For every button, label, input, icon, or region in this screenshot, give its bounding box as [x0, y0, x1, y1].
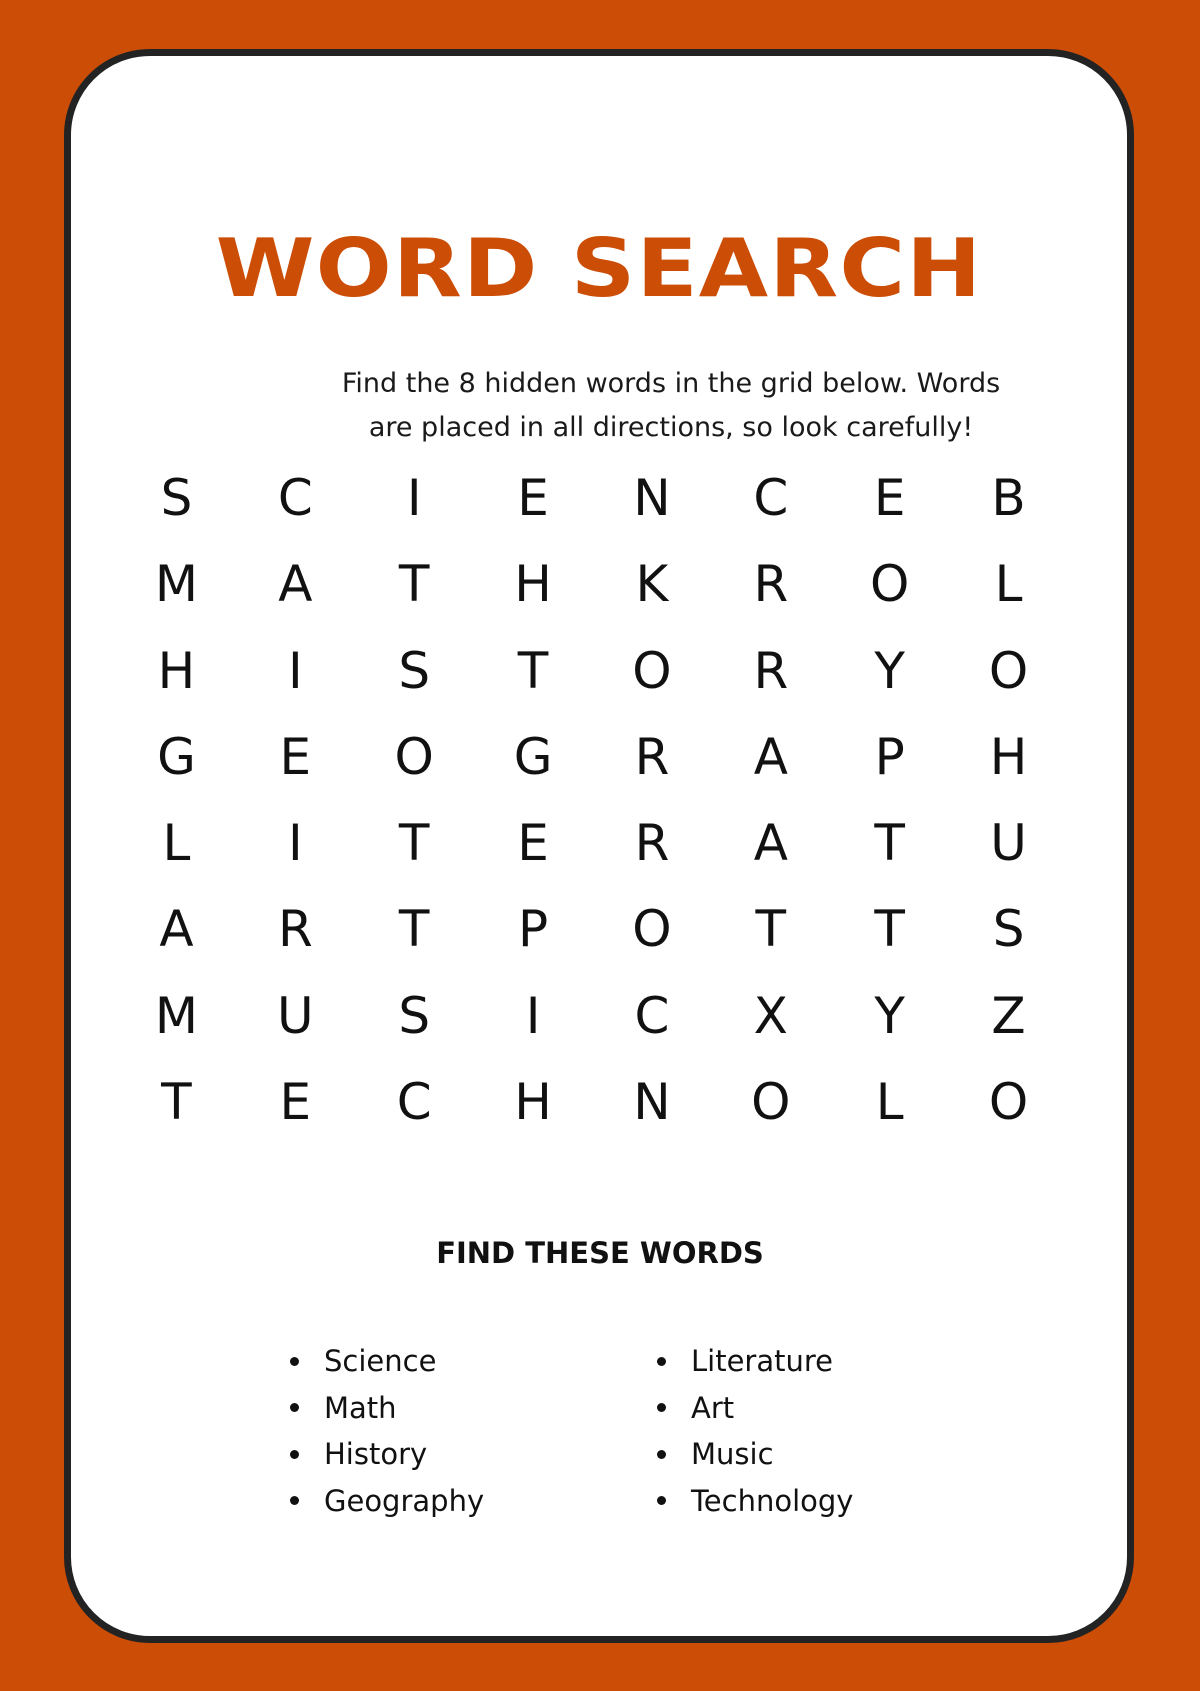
grid-cell[interactable]: I: [287, 641, 303, 700]
grid-cell[interactable]: S: [398, 641, 431, 700]
word-list-heading: FIND THESE WORDS: [436, 1236, 764, 1270]
grid-cell[interactable]: C: [277, 469, 313, 528]
grid-cell[interactable]: U: [990, 814, 1027, 873]
word-list-right: [657, 1338, 853, 1524]
grid-cell[interactable]: P: [517, 900, 549, 959]
grid-cell[interactable]: T: [517, 641, 549, 700]
grid-cell[interactable]: O: [988, 1072, 1029, 1131]
grid-cell[interactable]: S: [160, 469, 193, 528]
grid-cell[interactable]: E: [279, 1072, 312, 1131]
grid-cell[interactable]: E: [873, 469, 906, 528]
grid-cell[interactable]: T: [755, 900, 787, 959]
grid-cell[interactable]: B: [991, 469, 1026, 528]
grid-cell[interactable]: O: [870, 555, 910, 614]
word-list-item: [290, 1478, 484, 1525]
grid-cell[interactable]: Y: [874, 986, 905, 1045]
grid-cell[interactable]: R: [753, 641, 789, 700]
grid-cell[interactable]: R: [634, 814, 670, 873]
grid-cell[interactable]: G: [513, 727, 553, 786]
grid-cell[interactable]: R: [753, 555, 789, 614]
word-label: History: [324, 1437, 428, 1472]
grid-cell[interactable]: P: [874, 727, 905, 786]
grid-cell[interactable]: A: [753, 727, 788, 786]
grid-cell[interactable]: A: [159, 900, 194, 959]
bullet-icon: [290, 1357, 299, 1366]
grid-cell[interactable]: R: [634, 727, 670, 786]
bullet-icon: [657, 1403, 666, 1412]
word-label: Science: [324, 1344, 437, 1379]
grid-cell[interactable]: H: [157, 641, 196, 700]
grid-cell[interactable]: T: [398, 555, 430, 614]
grid-cell[interactable]: X: [753, 986, 788, 1045]
grid-cell[interactable]: N: [633, 1072, 671, 1131]
grid-cell[interactable]: H: [989, 727, 1028, 786]
grid-cell[interactable]: L: [875, 1072, 904, 1131]
letter-grid: [117, 455, 1068, 1145]
word-list-item: [290, 1431, 484, 1478]
grid-cell[interactable]: E: [517, 814, 549, 873]
grid-cell[interactable]: O: [988, 641, 1029, 700]
bullet-icon: [657, 1357, 666, 1366]
grid-cell[interactable]: U: [277, 986, 314, 1045]
grid-cell[interactable]: L: [162, 814, 191, 873]
grid-cell[interactable]: M: [154, 555, 198, 614]
word-list-left: [290, 1338, 484, 1524]
word-list-item: [290, 1385, 484, 1432]
instructions: [271, 362, 1071, 450]
grid-cell[interactable]: O: [632, 641, 672, 700]
grid-cell[interactable]: E: [517, 469, 549, 528]
instructions-line-2: are placed in all directions, so look carefully!: [368, 412, 974, 443]
bullet-icon: [657, 1496, 666, 1505]
grid-cell[interactable]: M: [154, 986, 198, 1045]
grid-cell[interactable]: C: [396, 1072, 432, 1131]
grid-cell[interactable]: T: [398, 814, 430, 873]
word-list-item: [657, 1385, 853, 1432]
page-title: WORD SEARCH: [215, 222, 983, 315]
grid-cell[interactable]: T: [398, 900, 430, 959]
grid-cell[interactable]: O: [751, 1072, 791, 1131]
bullet-icon: [290, 1496, 299, 1505]
grid-cell[interactable]: A: [278, 555, 313, 614]
word-list-item: [657, 1431, 853, 1478]
instructions-line-1: Find the 8 hidden words in the grid below. Words: [341, 368, 1001, 399]
word-label: Math: [324, 1390, 397, 1425]
grid-cell[interactable]: I: [287, 814, 303, 873]
grid-cell[interactable]: S: [992, 900, 1025, 959]
grid-cell[interactable]: I: [525, 986, 541, 1045]
word-label: Technology: [691, 1483, 854, 1518]
word-list-item: [657, 1478, 853, 1525]
grid-cell[interactable]: Z: [991, 986, 1026, 1045]
grid-cell[interactable]: H: [514, 1072, 552, 1131]
grid-cell[interactable]: A: [753, 814, 788, 873]
word-list-item: [657, 1338, 853, 1385]
grid-cell[interactable]: R: [277, 900, 313, 959]
grid-cell[interactable]: I: [406, 469, 422, 528]
grid-cell[interactable]: Y: [874, 641, 905, 700]
grid-cell[interactable]: C: [753, 469, 789, 528]
bullet-icon: [290, 1450, 299, 1459]
bullet-icon: [657, 1450, 666, 1459]
grid-cell[interactable]: K: [635, 555, 669, 614]
grid-cell[interactable]: O: [394, 727, 434, 786]
grid-cell[interactable]: S: [398, 986, 431, 1045]
grid-cell[interactable]: N: [633, 469, 671, 528]
grid-cell[interactable]: C: [634, 986, 670, 1045]
grid-cell[interactable]: G: [157, 727, 196, 786]
word-label: Music: [691, 1437, 774, 1472]
bullet-icon: [290, 1403, 299, 1412]
word-label: Literature: [691, 1344, 833, 1379]
grid-cell[interactable]: T: [874, 814, 905, 873]
grid-cell[interactable]: E: [279, 727, 312, 786]
grid-cell[interactable]: T: [874, 900, 905, 959]
word-label: Geography: [324, 1483, 485, 1518]
grid-cell[interactable]: H: [514, 555, 552, 614]
grid-cell[interactable]: O: [632, 900, 672, 959]
grid-cell[interactable]: L: [994, 555, 1023, 614]
grid-cell[interactable]: T: [161, 1072, 192, 1131]
word-label: Art: [691, 1390, 735, 1425]
word-list-item: [290, 1338, 484, 1385]
